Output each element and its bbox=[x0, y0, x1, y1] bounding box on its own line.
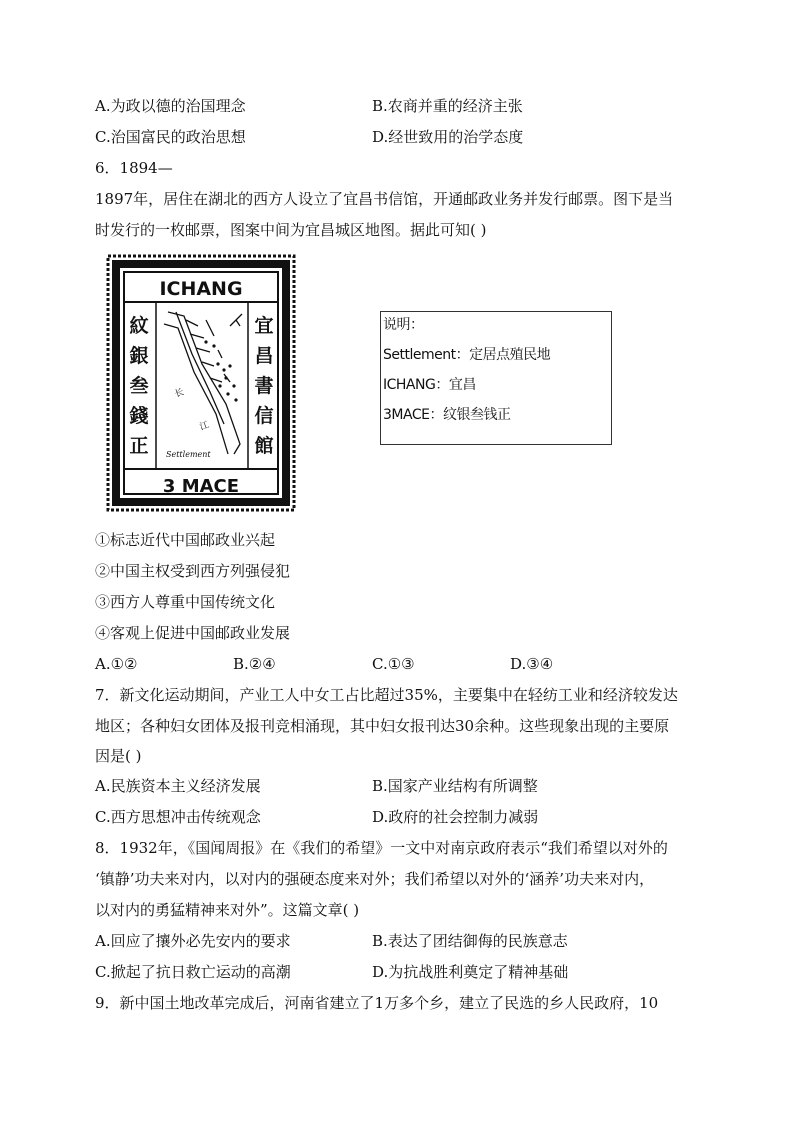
q8-stem-line1: 8．1932年，《国闻周报》在《我们的希望》一文中对南京政府表示“我们希望以对外的 bbox=[95, 839, 668, 857]
explanation-line-3: 3MACE：纹银叁钱正 bbox=[383, 407, 511, 423]
stamp-top-text: ICHANG bbox=[159, 278, 243, 300]
q6-option-d: D.③④ bbox=[510, 655, 554, 673]
stamp-river-char-1: 长 bbox=[173, 387, 186, 400]
stamp-left-char-5: 正 bbox=[129, 435, 149, 457]
q6-option-a: A.①② bbox=[95, 655, 138, 673]
q7-option-b: B.国家产业结构有所调整 bbox=[372, 777, 538, 795]
q6-statement-1: ①标志近代中国邮政业兴起 bbox=[95, 531, 276, 549]
explanation-line-1: Settlement：定居点殖民地 bbox=[383, 347, 551, 363]
stamp-left-char-4: 錢 bbox=[129, 405, 149, 427]
q7-option-d: D.政府的社会控制力减弱 bbox=[372, 808, 539, 826]
q7-stem-line2: 地区；各种妇女团体及报刊竞相涌现，其中妇女报刊达30余种。这些现象出现的主要原 bbox=[95, 717, 670, 735]
q6-stem-line1: 6．1894— bbox=[95, 159, 173, 177]
q6-statement-3: ③西方人尊重中国传统文化 bbox=[95, 593, 276, 611]
q8-option-b: B.表达了团结御侮的民族意志 bbox=[372, 932, 568, 950]
stamp-right-char-4: 信 bbox=[254, 405, 274, 427]
q5-option-c: C.治国富民的政治思想 bbox=[95, 128, 246, 146]
q8-stem-line2: ‘镇静’功夫来对内，以对内的强硬态度来对外；我们希望以对外的‘涵养’功夫来对内， bbox=[95, 870, 655, 888]
q7-option-a: A.民族资本主义经济发展 bbox=[95, 777, 261, 795]
stamp-bottom-text: 3 MACE bbox=[162, 476, 240, 497]
explanation-line-2: ICHANG：宜昌 bbox=[383, 377, 476, 393]
stamp-river-char-2: 江 bbox=[198, 420, 211, 433]
q6-option-c: C.①③ bbox=[372, 655, 415, 673]
q8-option-a: A.回应了攘外必先安内的要求 bbox=[95, 932, 291, 950]
q6-stem-line3: 时发行的一枚邮票，图案中间为宜昌城区地图。据此可知( ) bbox=[95, 221, 487, 239]
q8-option-c: C.掀起了抗日救亡运动的高潮 bbox=[95, 963, 291, 981]
q6-option-b: B.②④ bbox=[233, 655, 276, 673]
q7-stem-line3: 因是( ) bbox=[95, 747, 142, 765]
q8-option-d: D.为抗战胜利奠定了精神基础 bbox=[372, 963, 569, 981]
stamp-right-char-2: 昌 bbox=[254, 345, 274, 367]
stamp-right-char-3: 書 bbox=[254, 375, 274, 397]
q5-option-b: B.农商并重的经济主张 bbox=[372, 97, 523, 115]
q5-option-a: A.为政以德的治国理念 bbox=[95, 97, 246, 115]
stamp-image bbox=[106, 254, 296, 512]
q7-option-c: C.西方思想冲击传统观念 bbox=[95, 808, 261, 826]
q9-stem-line1: 9．新中国土地改革完成后，河南省建立了1万多个乡，建立了民选的乡人民政府，10 bbox=[95, 994, 659, 1012]
stamp-right-char-1: 宜 bbox=[254, 315, 274, 337]
q6-statement-4: ④客观上促进中国邮政业发展 bbox=[95, 624, 291, 642]
stamp-left-char-2: 銀 bbox=[129, 345, 149, 367]
q8-stem-line3: 以对内的勇猛精神来对外”。这篇文章( ) bbox=[95, 901, 360, 919]
stamp-map-label: Settlement bbox=[166, 450, 211, 459]
q6-statement-2: ②中国主权受到西方列强侵犯 bbox=[95, 562, 291, 580]
q7-stem-line1: 7．新文化运动期间，产业工人中女工占比超过35%，主要集中在轻纺工业和经济较发达 bbox=[95, 686, 678, 704]
q6-stem-line2: 1897年，居住在湖北的西方人设立了宜昌书信馆，开通邮政业务并发行邮票。图下是当 bbox=[95, 190, 674, 208]
explanation-box bbox=[380, 311, 612, 445]
stamp-left-char-1: 紋 bbox=[129, 315, 149, 337]
stamp-right-char-5: 館 bbox=[254, 435, 274, 457]
q5-option-d: D.经世致用的治学态度 bbox=[372, 128, 524, 146]
explanation-title: 说明： bbox=[383, 317, 424, 333]
stamp-left-char-3: 叁 bbox=[129, 375, 149, 397]
